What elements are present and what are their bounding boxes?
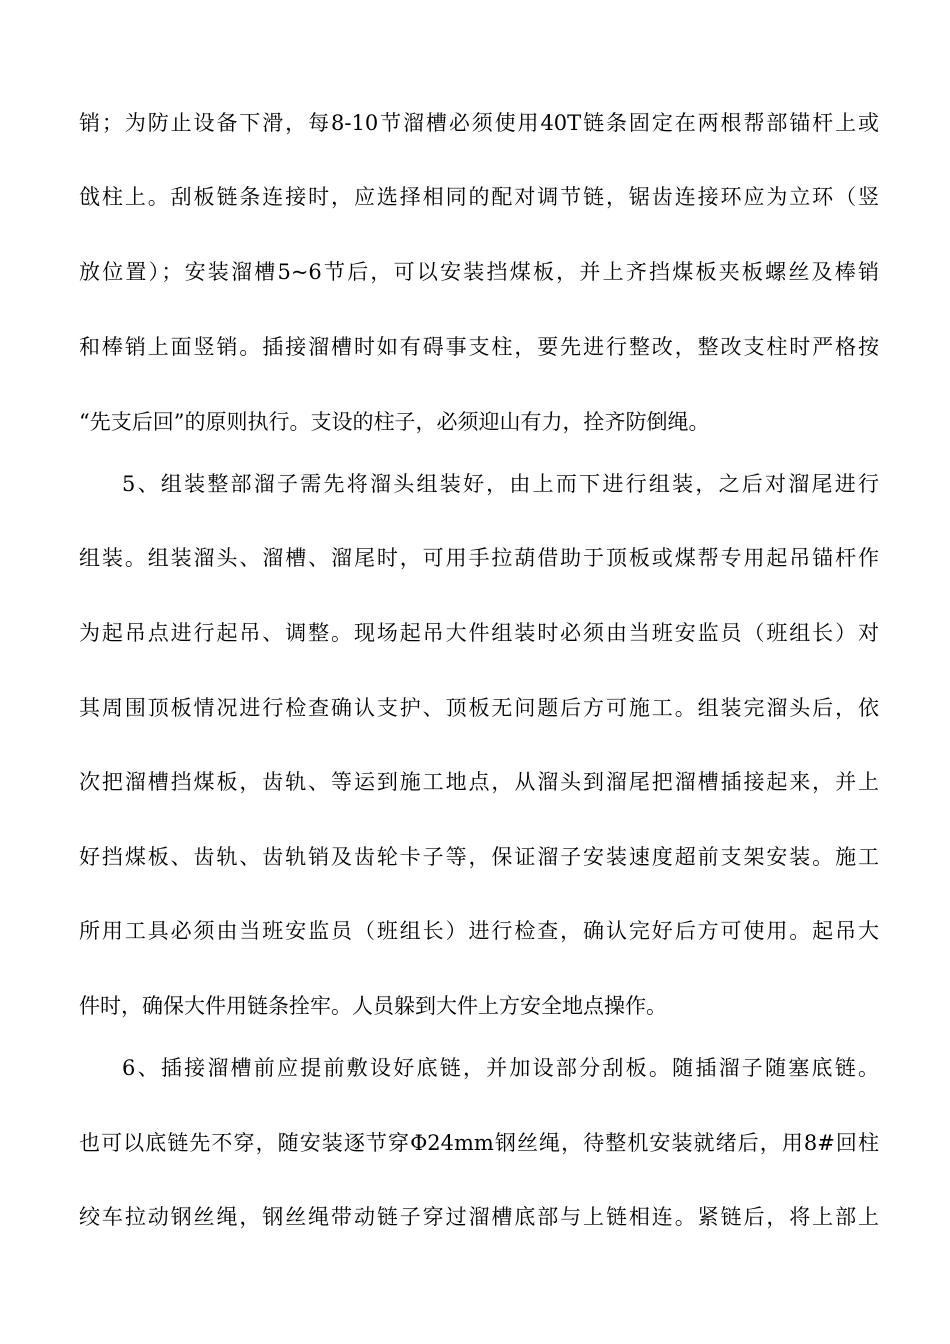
- paragraph-line: “先支后回”的原则执行。支设的柱子，必须迎山有力，拴齐防倒绳。: [79, 410, 710, 434]
- paragraph-line: 其周围顶板情况进行检查确认支护、顶板无问题后方可施工。组装完溜头后，依: [79, 696, 879, 720]
- paragraph-line: 放位置）；安装溜槽5~6节后，可以安装挡煤板，并上齐挡煤板夹板螺丝及棒销: [79, 260, 879, 284]
- paragraph-line: 好挡煤板、齿轨、齿轨销及齿轮卡子等，保证溜子安装速度超前支架安装。施工: [79, 845, 879, 869]
- paragraph-line: 件时，确保大件用链条拴牢。人员躲到大件上方安全地点操作。: [79, 994, 667, 1018]
- paragraph-line: 戗柱上。刮板链条连接时，应选择相同的配对调节链，锯齿连接环应为立环（竖: [79, 185, 879, 209]
- paragraph-line: 绞车拉动钢丝绳，钢丝绳带动链子穿过溜槽底部与上链相连。紧链后，将上部上: [79, 1205, 879, 1229]
- paragraph-line: 组装。组装溜头、溜槽、溜尾时，可用手拉葫借助于顶板或煤帮专用起吊锚杆作: [79, 546, 879, 570]
- paragraph-line: 销；为防止设备下滑，每8-10节溜槽必须使用40T链条固定在两根帮部锚杆上或: [79, 111, 879, 135]
- paragraph-line: 5、组装整部溜子需先将溜头组装好，由上而下进行组装，之后对溜尾进行: [122, 472, 879, 496]
- paragraph-line: 也可以底链先不穿，随安装逐节穿Φ24mm钢丝绳，待整机安装就绪后，用8#回柱: [79, 1131, 879, 1155]
- paragraph-line: 所用工具必须由当班安监员（班组长）进行检查，确认完好后方可使用。起吊大: [79, 919, 879, 943]
- paragraph-line: 为起吊点进行起吊、调整。现场起吊大件组装时必须由当班安监员（班组长）对: [79, 621, 879, 645]
- paragraph-line: 和棒销上面竖销。插接溜槽时如有碍事支柱，要先进行整改，整改支柱时严格按: [79, 335, 879, 359]
- paragraph-line: 6、插接溜槽前应提前敷设好底链，并加设部分刮板。随插溜子随塞底链。: [122, 1056, 879, 1080]
- paragraph-line: 次把溜槽挡煤板，齿轨、等运到施工地点，从溜头到溜尾把溜槽插接起来，并上: [79, 770, 879, 794]
